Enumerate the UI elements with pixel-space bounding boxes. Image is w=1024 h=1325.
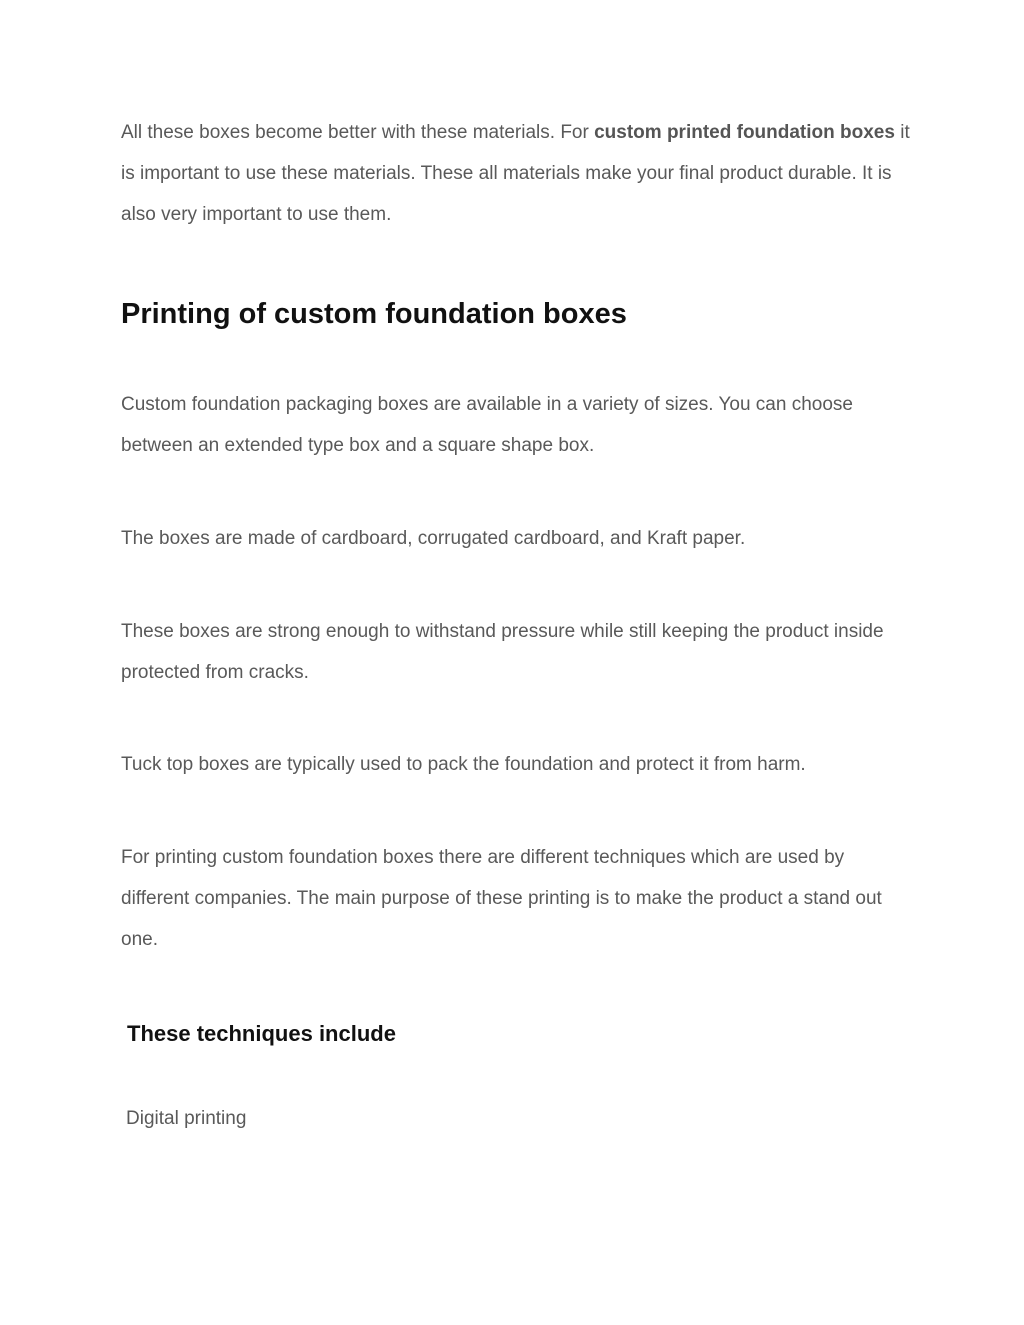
- intro-bold-phrase: custom printed foundation boxes: [594, 122, 895, 143]
- section-heading: Printing of custom foundation boxes: [121, 298, 627, 330]
- intro-text-after: it is important to use these materials. These all materials make your final product durable. It is also very important to use them.: [121, 122, 910, 225]
- tuck-top-paragraph: Tuck top boxes are typically used to pack the foundation and protect it from harm.: [121, 754, 806, 775]
- techniques-paragraph: For printing custom foundation boxes there are different techniques which are used by different companies. The main purpose of these printing is to make the product a stand out one.: [121, 847, 882, 950]
- intro-paragraph: [121, 112, 911, 235]
- materials-paragraph: The boxes are made of cardboard, corrugated cardboard, and Kraft paper.: [121, 528, 746, 549]
- techniques-subheading: These techniques include: [127, 1021, 396, 1046]
- list-item: Digital printing: [126, 1108, 247, 1129]
- sizes-paragraph: Custom foundation packaging boxes are available in a variety of sizes. You can choose between an extended type box and a square shape box.: [121, 394, 853, 456]
- strength-paragraph: These boxes are strong enough to withstand pressure while still keeping the product inside protected from cracks.: [121, 621, 884, 683]
- intro-text-before: All these boxes become better with these materials. For: [121, 122, 595, 143]
